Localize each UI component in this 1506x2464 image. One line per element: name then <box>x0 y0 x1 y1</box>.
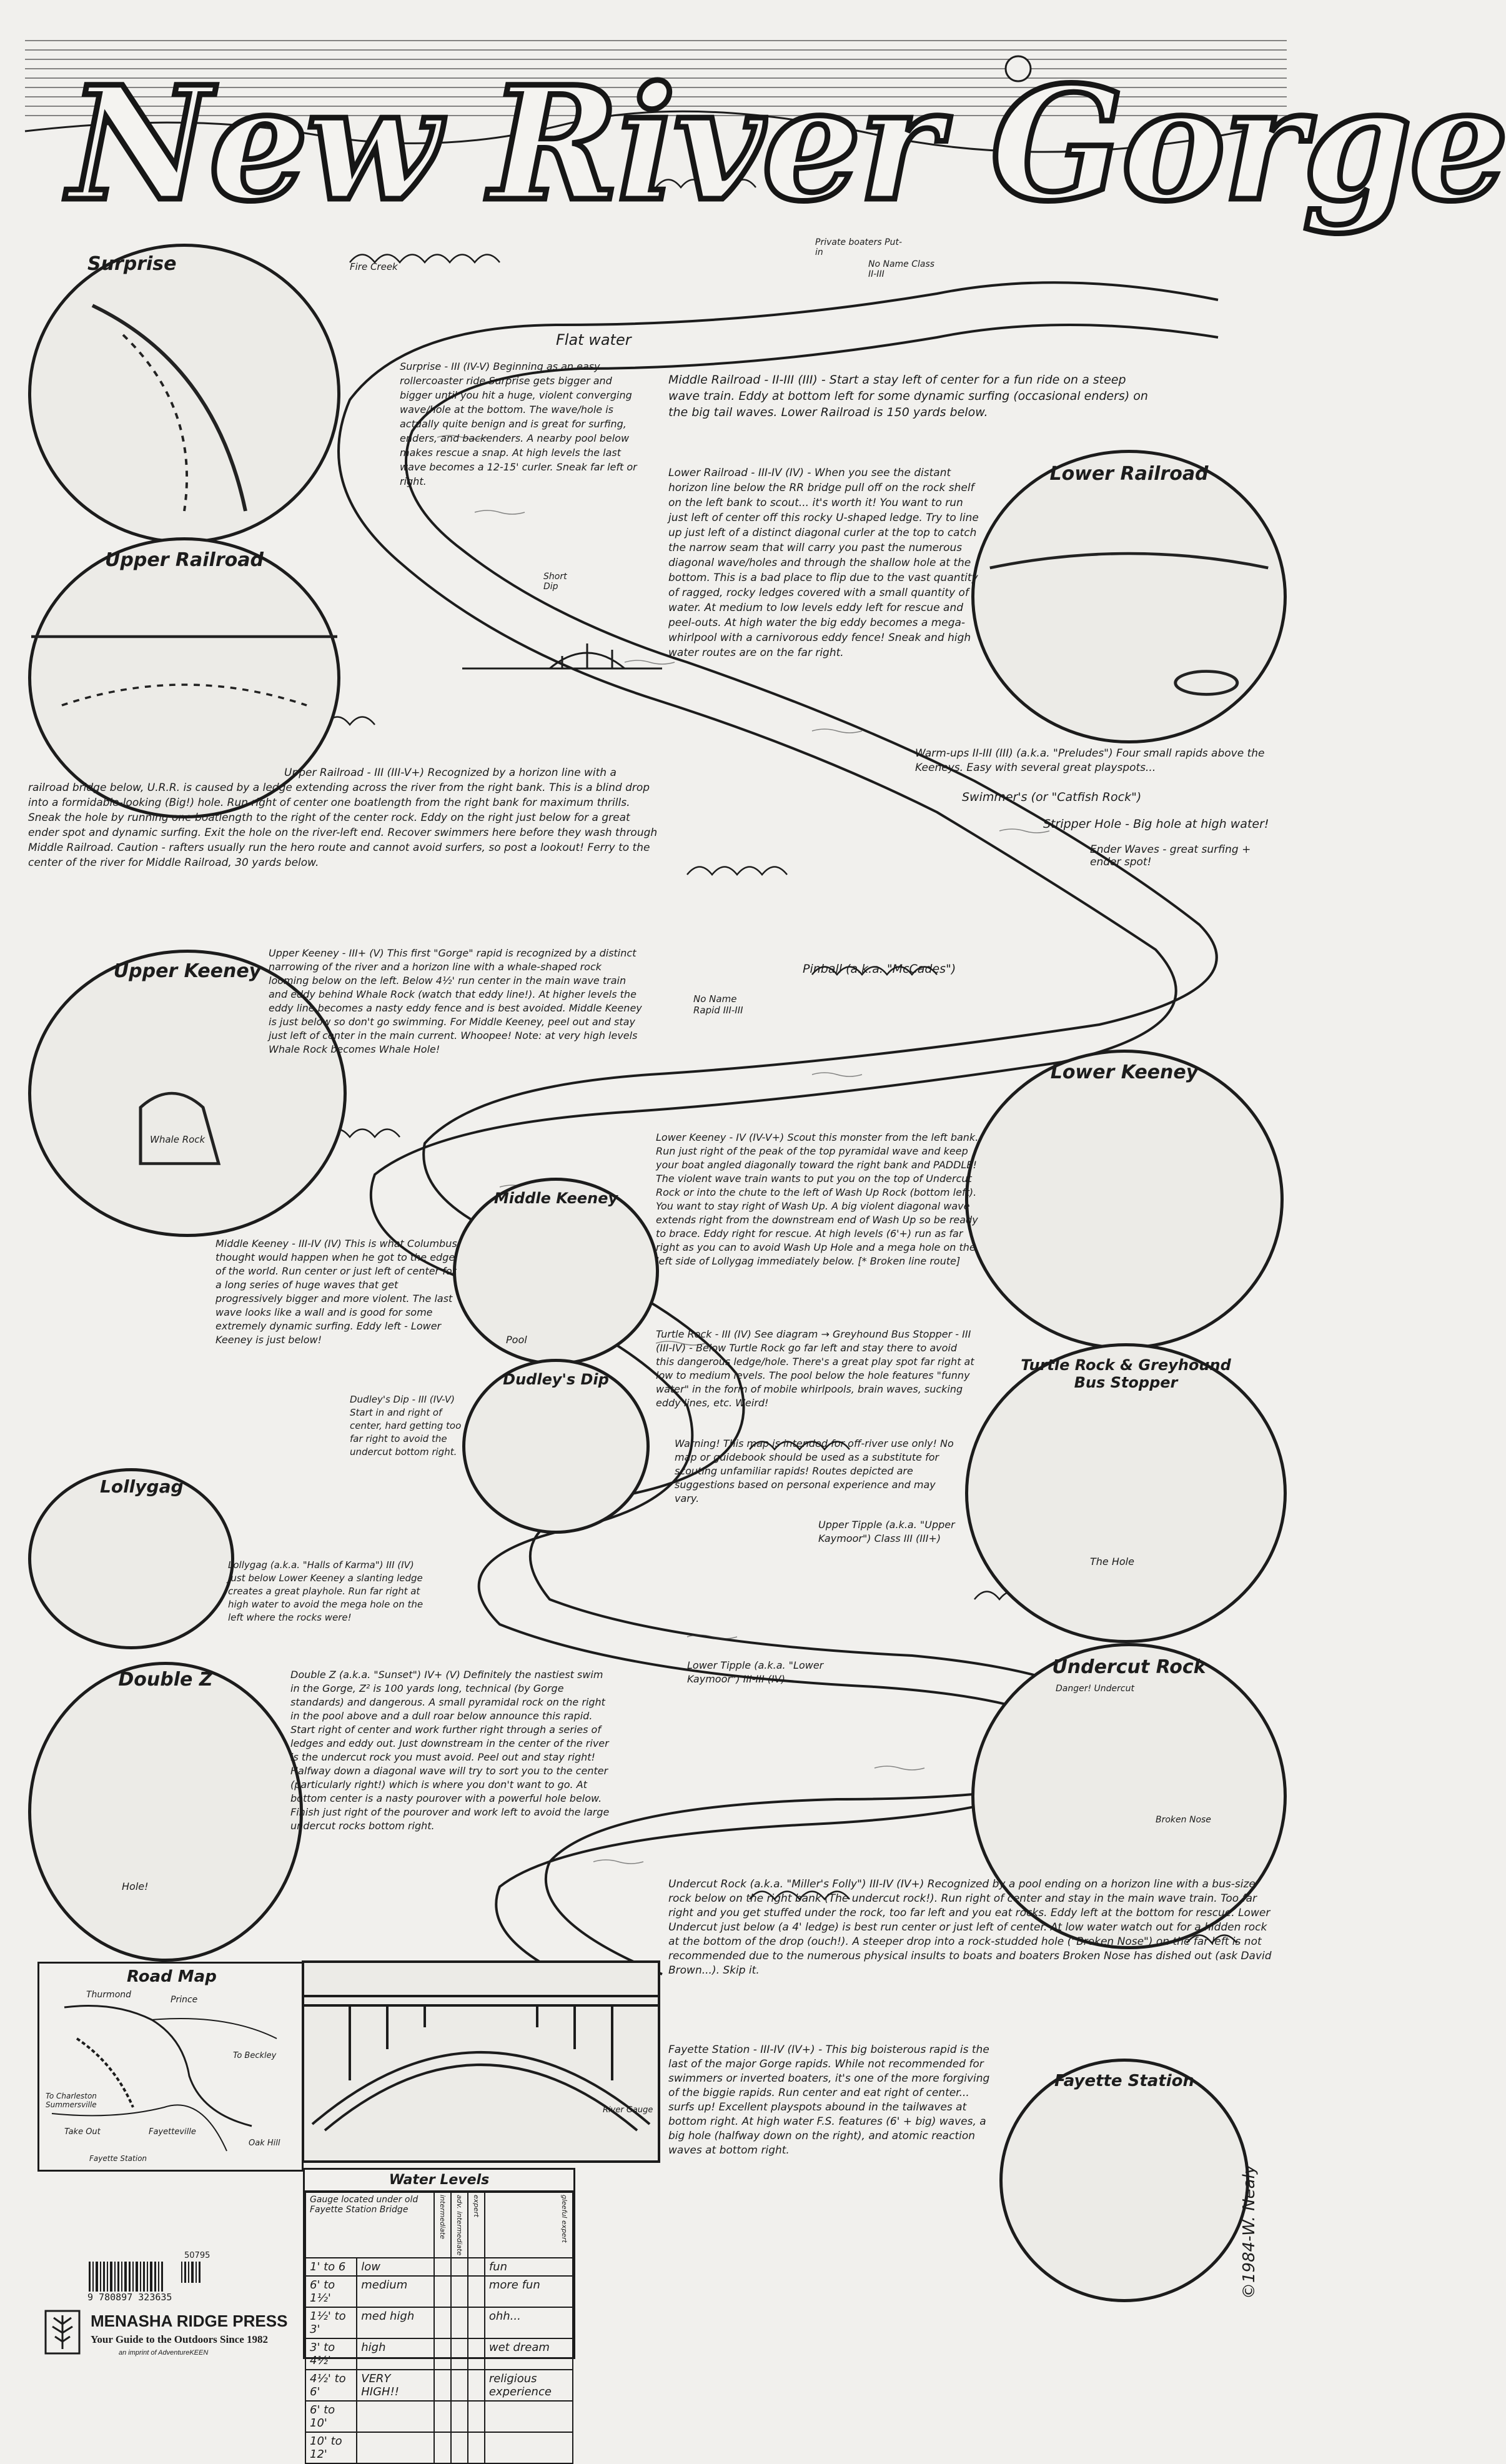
road-label-fayette-station: Fayette Station <box>89 2154 147 2163</box>
upper-keeney-title: Upper Keeney <box>113 960 262 982</box>
note-middle-keeney: Middle Keeney - III-IV (IV) This is what Columbus thought would happen when he got to the edge of the world. Run center or just left of center for a long series of huge waves that get progressively bigger and more violent. The last wave looks like a wall and is good for some extremely dynamic surfing. Eddy left - Lower Keeney is just below! <box>215 1238 457 1346</box>
table-row <box>305 2307 573 2338</box>
table-cell <box>485 2401 573 2432</box>
table-cell: low <box>357 2258 434 2276</box>
table-cell <box>468 2307 485 2338</box>
table-header: gleeful expert <box>485 2192 573 2258</box>
middle-keeney-title: Middle Keeney <box>493 1190 618 1207</box>
label-fire-creek: Fire Creek <box>350 261 398 272</box>
table-cell <box>357 2432 434 2463</box>
table-cell: fun <box>485 2258 573 2276</box>
road-label-thurmond: Thurmond <box>86 1990 132 2000</box>
label-pool: Pool <box>506 1334 527 1346</box>
table-cell: 10' to 12' <box>305 2432 357 2463</box>
double-z-title: Double Z <box>118 1669 213 1691</box>
map-title: New River Gorge <box>69 52 1506 236</box>
lower-railroad-title: Lower Railroad <box>1049 463 1209 485</box>
table-cell <box>451 2432 468 2463</box>
label-danger-undercut: Danger! Undercut <box>1056 1684 1134 1694</box>
lower-keeney-title: Lower Keeney <box>1050 1061 1199 1083</box>
note-fayette-station: Fayette Station - III-IV (IV+) - This big boisterous rapid is the last of the major Gorge rapids. While not recommended for swimmers or inverted boaters, it's one of the more forgiving of the biggie rapids. Run center and eat right of center... surfs up! Excellent playspots abound in the tailwaves at bottom right. At high water F.S. features (6' + big) waves, a big hole (halfway down on the right), and atomic reaction waves at bottom right. <box>668 2044 990 2157</box>
note-warning: Warning! This map is intended for off-river use only! No map or guidebook should be used as a substitute for scouting unfamiliar rapids! Routes depicted are suggestions based on personal experience and may vary. <box>675 1438 954 1504</box>
fayette-station-vignette <box>999 2059 1249 2302</box>
railroad-bridge <box>462 643 662 668</box>
label-stripper: Stripper Hole - Big hole at high water! <box>1043 817 1269 831</box>
road-label-take-out: Take Out <box>64 2127 101 2137</box>
table-cell <box>434 2258 451 2276</box>
table-cell: 6' to 10' <box>305 2401 357 2432</box>
water-levels-grid <box>305 2192 573 2464</box>
table-cell <box>434 2401 451 2432</box>
label-short-dip: Short Dip <box>543 572 567 592</box>
table-cell <box>468 2338 485 2370</box>
note-lower-tipple: Lower Tipple (a.k.a. "Lower Kaymoor") III-III (IV) <box>687 1659 824 1685</box>
table-cell <box>451 2338 468 2370</box>
table-row <box>305 2432 573 2463</box>
label-no-name-rapid: No Name Rapid III-III <box>693 993 743 1016</box>
table-cell <box>468 2401 485 2432</box>
water-levels-title: Water Levels <box>305 2170 573 2192</box>
table-cell <box>434 2307 451 2338</box>
table-row <box>305 2258 573 2276</box>
table-cell <box>485 2432 573 2463</box>
table-cell: 1' to 6 <box>305 2258 357 2276</box>
lollygag-title: Lollygag <box>100 1476 184 1497</box>
label-broken-nose: Broken Nose <box>1156 1815 1211 1825</box>
table-cell <box>451 2370 468 2401</box>
note-middle-railroad: Middle Railroad - II-III (III) - Start a stay left of center for a fun ride on a steep wave train. Eddy at bottom left for some dynamic surfing (occasional enders) on the big tail waves. Lower Railroad is 150 yards below. <box>668 373 1148 419</box>
note-upper-tipple: Upper Tipple (a.k.a. "Upper Kaymoor") Class III (III+) <box>818 1519 955 1544</box>
surprise-vignette <box>28 244 340 544</box>
table-cell <box>451 2258 468 2276</box>
label-no-name: No Name Class II-III <box>868 259 935 279</box>
table-cell: high <box>357 2338 434 2370</box>
lower-railroad-vignette <box>971 450 1287 743</box>
label-flat-water: Flat water <box>556 331 632 349</box>
table-cell <box>468 2258 485 2276</box>
table-cell: religious experience <box>485 2370 573 2401</box>
table-cell: 3' to 4½' <box>305 2338 357 2370</box>
water-levels-table <box>303 2168 575 2462</box>
label-whale-rock: Whale Rock <box>150 1134 206 1145</box>
road-map-title: Road Map <box>127 1967 217 1986</box>
publisher-imprint: an imprint of AdventureKEEN <box>119 2349 209 2357</box>
dudleys-dip-vignette <box>462 1359 650 1534</box>
lollygag-vignette <box>28 1468 234 1649</box>
table-cell: 6' to 1½' <box>305 2276 357 2307</box>
label-swimmers: Swimmer's (or "Catfish Rock") <box>962 790 1142 804</box>
road-label-charleston: To Charleston Summersville <box>46 2092 97 2109</box>
table-cell <box>434 2370 451 2401</box>
note-double-z: Double Z (a.k.a. "Sunset") IV+ (V) Definitely the nastiest swim in the Gorge, Z² is 100 yards long, technical (by Gorge standards) and dangerous. A small pyramidal rock on the right in the pool above and a dull roar below announce this rapid. Start right of center and work further right through a series of ledges and eddy out. Just downstream in the center of the river is the undercut rock you must avoid. Peel out and stay right! Halfway down a diagonal wave will try to sort you to the center (particularly right!) which is where you don't want to go. At bottom center is a nasty pourover with a powerful hole below. Finish just right of the pourover and work left to avoid the large undercut rocks bottom right. <box>290 1669 610 1832</box>
table-cell <box>434 2338 451 2370</box>
note-undercut-rock: Undercut Rock (a.k.a. "Miller's Folly") III-IV (IV+) Recognized by a pool ending on a horizon line with a bus-size rock below on the right bank (The undercut rock!). Run right of center and stay in the main wave train. Too far right and you get stuffed under the rock, too far left and you eat rocks. Eddy left at the bottom for rescue. Lower Undercut just below (a 4' ledge) is best run center or just left of center. At low water watch out for a hidden rock at the bottom of the drop (ouch!). A steeper drop into a rock-studded hole ("Broken Nose") on the far left is not recommended due to the numerous physical insults to boats and boaters Broken Nose has dished out (ask David Brown...). Skip it. <box>668 1878 1272 1977</box>
note-lower-keeney: Lower Keeney - IV (IV-V+) Scout this monster from the left bank. Run just right of the peak of the top pyramidal wave and keep your boat angled diagonally toward the right bank and PADDLE! The violent wave train wants to put you on the top of Undercut Rock or into the chute to the left of Wash Up Rock (bottom left). You want to stay right of Wash Up. A big violent diagonal wave extends right from the downstream end of Wash Up so be ready to brace. Eddy right for rescue. At high levels (6'+) run as far right as you can to avoid Wash Up Hole and a mega hole on the left side of Lollygag immediately below. [* Broken line route] <box>656 1131 979 1267</box>
label-hole: Hole! <box>122 1880 149 1892</box>
table-cell <box>468 2432 485 2463</box>
note-upper-keeney: Upper Keeney - III+ (V) This first "Gorge" rapid is recognized by a distinct narrowing of the river and a horizon line with a whale-shaped rock looming below on the left. Below 4½' run center in the main wave train and eddy behind Whale Rock (watch that eddy line!). At higher levels the eddy line becomes a nasty eddy fence and is best avoided. Middle Keeney is just below so don't go swimming. For Middle Keeney, peel out and stay just left of center in the main current. Whoopee! Note: at very high levels Whale Rock becomes Whale Hole! <box>269 947 642 1055</box>
publisher-tagline: Your Guide to the Outdoors Since 1982 <box>91 2333 268 2345</box>
label-river-gauge: River Gauge <box>603 2105 653 2115</box>
publisher-name: MENASHA RIDGE PRESS <box>91 2312 288 2330</box>
table-cell <box>468 2370 485 2401</box>
note-lower-railroad: Lower Railroad - III-IV (IV) - When you see the distant horizon line below the RR bridge pull off on the rock shelf on the left bank to scout... it's worth it! You want to run just left of center off this rocky U-shaped ledge. Try to line up just left of a distinct diagonal curler at the top to catch the narrow seam that will carry you past the numerous diagonal wave/holes and through the shallow hole at the bottom. This is a bad place to flip due to the vast quantity of ragged, rocky ledges covered with a small quantity of water. At medium to low levels eddy left for rescue and peel-outs. At high water the big eddy becomes a mega-whirlpool with a carnivorous eddy fence! Sneak and high water routes are on the far right. <box>668 467 979 659</box>
table-header: Gauge located under old Fayette Station Bridge <box>305 2192 434 2258</box>
table-cell <box>451 2276 468 2307</box>
table-row <box>305 2338 573 2370</box>
table-row <box>305 2401 573 2432</box>
label-the-hole: The Hole <box>1090 1556 1134 1567</box>
barcode-number: 9 780897 323635 <box>87 2292 172 2303</box>
publisher-logo-icon <box>45 2310 80 2354</box>
surprise-title: Surprise <box>87 253 177 275</box>
road-label-prince: Prince <box>171 1995 198 2005</box>
middle-keeney-vignette <box>453 1178 659 1365</box>
undercut-rock-title: Undercut Rock <box>1052 1656 1206 1678</box>
table-cell <box>451 2307 468 2338</box>
upper-railroad-title: Upper Railroad <box>105 549 264 571</box>
table-cell <box>468 2276 485 2307</box>
note-lollygag: Lollygag (a.k.a. "Halls of Karma") III (IV) Just below Lower Keeney a slanting ledge creates a great playhole. Run far right at high water to avoid the mega hole on the left where the rocks were! <box>228 1559 424 1623</box>
table-cell: med high <box>357 2307 434 2338</box>
table-cell: medium <box>357 2276 434 2307</box>
note-upper-railroad: Upper Railroad - III (III-V+) Recognized by a horizon line with a railroad bridge below, U.R.R. is caused by a ledge extending across the river from the right bank. This is a blind drop into a formidable-looking (Big!) hole. Run right of center one boatlength from the right bank for maximum thrills. Sneak the hole by running one boatlength to the right of the center rock. Eddy on the right just below for a great ender spot and dynamic surfing. Exit the hole on the river-left end. Recover swimmers here before they wash through Middle Railroad. Caution - rafters usually run the hero route and cannot avoid surfers, so post a lookout! Ferry to the center of the river for Middle Railroad, 30 yards below. <box>28 767 658 869</box>
table-header: expert <box>468 2192 485 2258</box>
turtle-rock-vignette <box>965 1343 1287 1643</box>
road-map-inset <box>37 1962 304 2172</box>
artist-signature: ©1984-W. Nealy <box>1240 2164 1259 2299</box>
turtle-rock-title: Turtle Rock & Greyhound Bus Stopper <box>1021 1356 1231 1391</box>
road-label-beckley: To Beckley <box>233 2051 277 2060</box>
table-cell <box>451 2401 468 2432</box>
label-ender-waves: Ender Waves - great surfing + ender spot! <box>1090 843 1251 868</box>
note-warmups: Warm-ups II-III (III) (a.k.a. "Preludes") Four small rapids above the Keeneys. Easy with several great playspots... <box>915 747 1265 774</box>
table-row <box>305 2276 573 2307</box>
barcode-small: 50795 <box>184 2251 211 2260</box>
fayette-station-title: Fayette Station <box>1054 2072 1195 2090</box>
gorge-bridge <box>303 1962 659 2162</box>
table-header: intermediate <box>434 2192 451 2258</box>
table-cell: VERY HIGH!! <box>357 2370 434 2401</box>
table-cell <box>434 2432 451 2463</box>
note-turtle-greyhound: Turtle Rock - III (IV) See diagram → Greyhound Bus Stopper - III (III-IV) - Below Turtle Rock go far left and stay there to avoid this dangerous ledge/hole. There's a great play spot far right at low to medium levels. The pool below the hole features "funny water" in the form of mobile whirlpools, brain waves, sucking eddy lines, etc. Weird! <box>656 1328 974 1409</box>
table-cell <box>357 2401 434 2432</box>
table-cell: wet dream <box>485 2338 573 2370</box>
road-label-fayetteville: Fayetteville <box>149 2127 196 2137</box>
table-header-row <box>305 2192 573 2258</box>
table-cell: ohh... <box>485 2307 573 2338</box>
dudleys-dip-title: Dudley's Dip <box>503 1371 609 1388</box>
label-pinball: Pinball (a.k.a. "McCades") <box>803 962 956 976</box>
road-label-oak-hill: Oak Hill <box>249 2139 280 2148</box>
table-cell: more fun <box>485 2276 573 2307</box>
label-private-boaters: Private boaters Put-in <box>815 237 902 257</box>
table-header: adv. intermediate <box>451 2192 468 2258</box>
double-z-vignette <box>28 1662 303 1962</box>
table-cell <box>434 2276 451 2307</box>
table-cell: 4½' to 6' <box>305 2370 357 2401</box>
lower-keeney-vignette <box>965 1050 1284 1349</box>
table-row <box>305 2370 573 2401</box>
table-cell: 1½' to 3' <box>305 2307 357 2338</box>
note-surprise: Surprise - III (IV-V) Beginning as an easy rollercoaster ride Surprise gets bigger and bigger until you hit a huge, violent converging wave/hole at the bottom. The wave/hole is actually quite benign and is great for surfing, enders, and backenders. A nearby pool below makes rescue a snap. At high levels the last wave becomes a 12-15' curler. Sneak far left or right. <box>400 360 637 487</box>
note-dudleys-dip: Dudley's Dip - III (IV-V) Start in and right of center, hard getting too far right to avoid the undercut bottom right. <box>350 1394 462 1458</box>
